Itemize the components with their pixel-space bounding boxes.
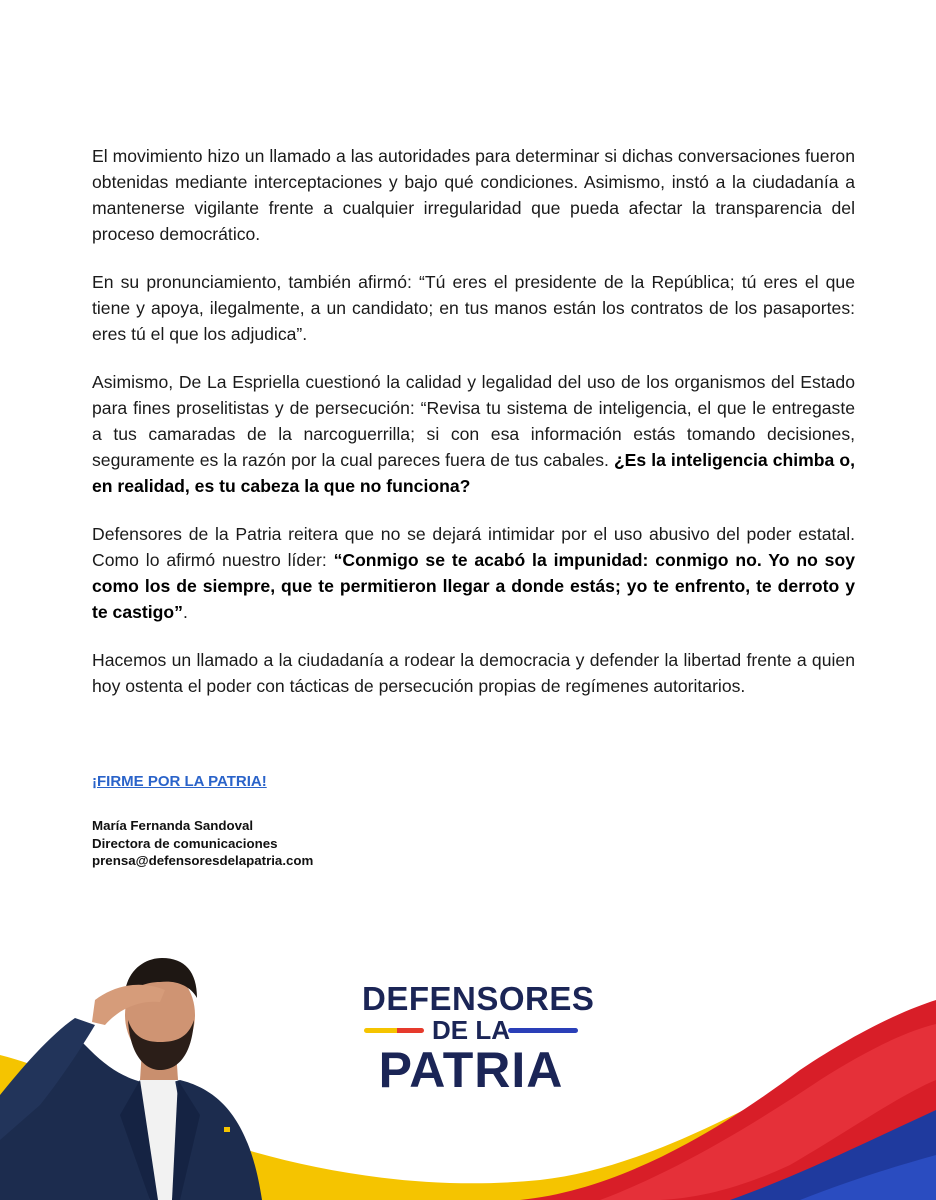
- logo-bar-left: [364, 1028, 424, 1033]
- logo-line-3: PATRIA: [378, 1042, 564, 1098]
- paragraph-5: Hacemos un llamado a la ciudadanía a rodear la democracia y defender la libertad frente a quien hoy ostenta el poder con tácticas de persecución propias de regímenes autoritarios.: [92, 650, 855, 696]
- signature-email[interactable]: prensa@defensoresdelapatria.com: [92, 853, 314, 868]
- saluting-man-figure: [0, 930, 300, 1200]
- bold-quote: “Conmigo se te acabó la impunidad: conmigo no. Yo no soy como los de siempre, que te permitieron llegar a donde estás; yo te enfrento, te derroto y te castigo”: [92, 550, 855, 622]
- logo-bar-right: [508, 1028, 578, 1033]
- firme-por-la-patria-link[interactable]: ¡FIRME POR LA PATRIA!: [92, 773, 267, 790]
- press-release-body: [92, 143, 855, 721]
- logo-line-1: DEFENSORES: [362, 980, 595, 1017]
- bold-question: ¿Es la inteligencia chimba o, en realidad, es tu cabeza la que no funciona?: [92, 450, 855, 496]
- paragraph-4: Defensores de la Patria reitera que no se dejará intimidar por el uso abusivo del poder estatal. Como lo afirmó nuestro líder: “Conmigo se te acabó la impunidad: conmigo no. Yo no soy como los de siempre, que te permitieron llegar a donde estás; yo te enfrento, te derroto y te castigo”.: [92, 524, 855, 622]
- paragraph-2: En su pronunciamiento, también afirmó: “Tú eres el presidente de la República; tú eres el que tiene y apoya, ilegalmente, a un candidato; en tus manos están los contratos de los pasaportes: eres tú el que los adjudica”.: [92, 272, 855, 344]
- signature-name: María Fernanda Sandoval: [92, 818, 254, 833]
- signature-block: [92, 817, 313, 870]
- signature-role: Directora de comunicaciones: [92, 835, 278, 851]
- logo-line-2: DE LA: [432, 1015, 510, 1045]
- paragraph-1: El movimiento hizo un llamado a las autoridades para determinar si dichas conversaciones fueron obtenidas mediante interceptaciones y bajo qué condiciones. Asimismo, instó a la ciudadanía a mantenerse vigilante frente a cualquier irregularidad que pueda afectar la transparencia del proceso democrático.: [92, 146, 855, 244]
- defensores-logo: [362, 980, 595, 1098]
- paragraph-3: Asimismo, De La Espriella cuestionó la calidad y legalidad del uso de los organismos del Estado para fines proselitistas y de persecución: “Revisa tu sistema de inteligencia, el que le entregaste a tus camaradas de la narcoguerrilla; si con esa información estás tomando decisiones, seguramente es la razón por la cual pareces fuera de tus cabales. ¿Es la inteligencia chimba o, en realidad, es tu cabeza la que no funciona?: [92, 372, 855, 496]
